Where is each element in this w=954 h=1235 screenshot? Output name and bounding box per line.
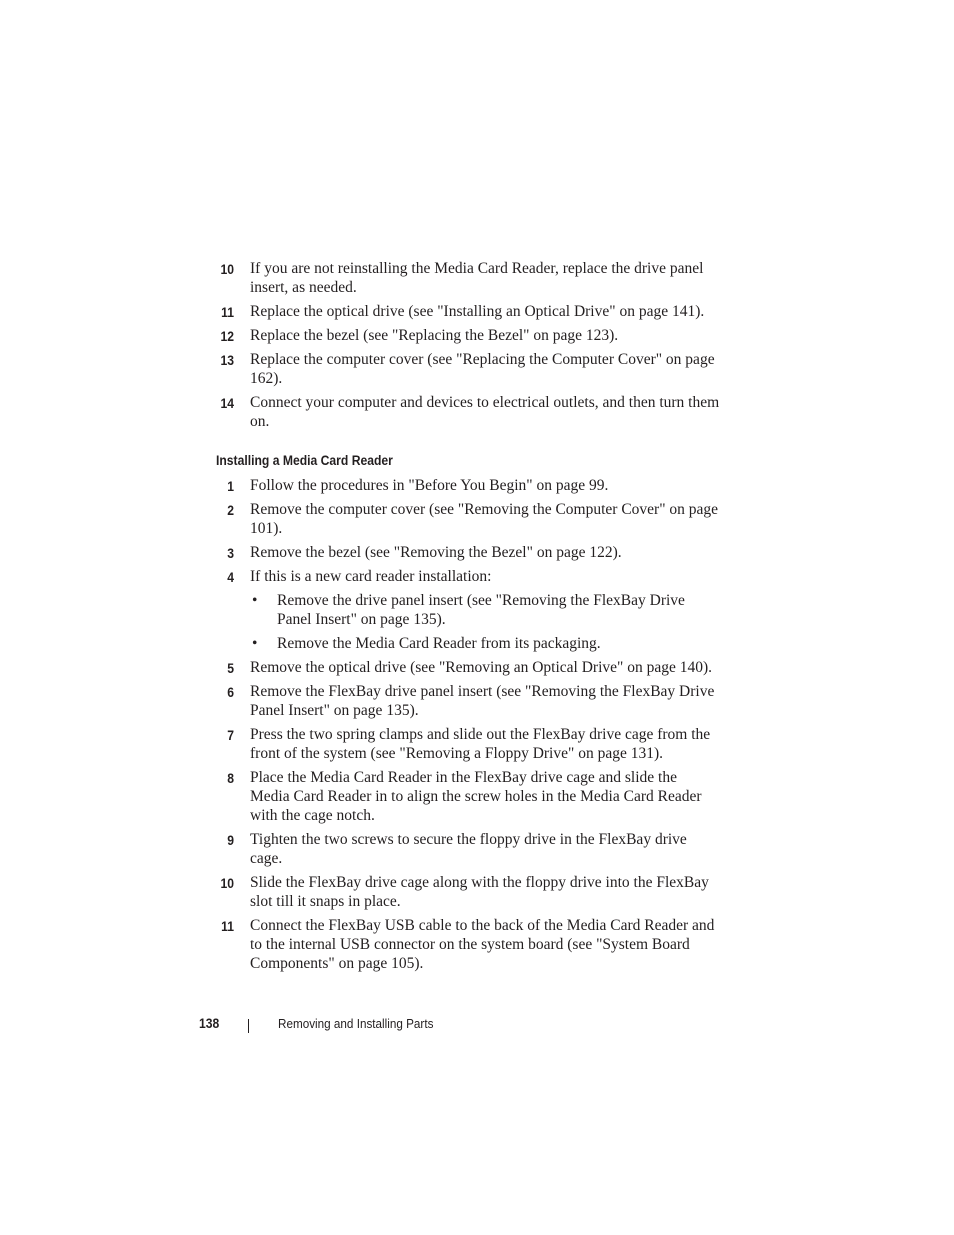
bullet-item [0, 591, 954, 629]
bullet-list [0, 591, 954, 653]
bullet-text: Remove the Media Card Reader from its packaging. [277, 635, 601, 652]
step-number: 5 [227, 661, 234, 676]
step-text: Remove the bezel (see "Removing the Bezel" on page 122). [250, 544, 622, 561]
step-text: Connect your computer and devices to electrical outlets, and then turn them on. [250, 394, 720, 430]
step-number: 11 [221, 919, 234, 934]
step-text: Tighten the two screws to secure the floppy drive in the FlexBay drive cage. [250, 831, 687, 867]
list-item [0, 682, 954, 720]
list-item [0, 350, 954, 388]
step-number: 14 [220, 396, 234, 411]
step-text: Remove the optical drive (see "Removing an Optical Drive" on page 140). [250, 659, 713, 676]
step-number: 4 [227, 570, 234, 585]
bullet-mark: • [252, 635, 258, 652]
list-item [0, 873, 954, 911]
step-number: 11 [221, 305, 234, 320]
step-text: If you are not reinstalling the Media Card Reader, replace the drive panel insert, as needed. [250, 260, 704, 296]
page-number: 138 [199, 1016, 220, 1031]
step-number: 9 [227, 833, 234, 848]
step-number: 12 [220, 329, 234, 344]
step-number: 3 [227, 546, 234, 561]
step-number: 7 [227, 728, 234, 743]
step-number: 6 [227, 685, 234, 700]
list-item [0, 393, 954, 431]
list-item [0, 326, 954, 345]
step-number: 13 [220, 353, 234, 368]
list-item [0, 302, 954, 321]
step-number: 8 [227, 771, 234, 786]
chapter-title: Removing and Installing Parts [278, 1016, 434, 1031]
step-text: Connect the FlexBay USB cable to the back of the Media Card Reader and to the internal USB connector on the system board (see "System Board Components" on page 105). [250, 917, 715, 972]
list-item [0, 658, 954, 677]
install-steps-list [0, 476, 954, 978]
step-text: Slide the FlexBay drive cage along with the floppy drive into the FlexBay slot till it snaps in place. [250, 874, 709, 910]
step-text: Replace the optical drive (see "Installing an Optical Drive" on page 141). [250, 303, 705, 320]
list-item [0, 543, 954, 562]
list-item [0, 725, 954, 763]
list-item [0, 567, 954, 653]
section-heading: Installing a Media Card Reader [216, 453, 393, 468]
step-number: 2 [227, 503, 234, 518]
step-number: 10 [220, 876, 234, 891]
list-item [0, 476, 954, 495]
list-item [0, 768, 954, 825]
page-footer [0, 1014, 954, 1036]
bullet-item [0, 634, 954, 653]
list-item [0, 259, 954, 297]
step-text: Replace the bezel (see "Replacing the Bezel" on page 123). [250, 327, 619, 344]
step-text: If this is a new card reader installation: [250, 568, 492, 585]
step-text: Press the two spring clamps and slide out the FlexBay drive cage from the front of the system (see "Removing a Floppy Drive" on page 131). [250, 726, 711, 762]
step-number: 1 [227, 479, 234, 494]
step-text: Remove the computer cover (see "Removing the Computer Cover" on page 101). [250, 501, 719, 537]
step-text: Place the Media Card Reader in the FlexBay drive cage and slide the Media Card Reader in to align the screw holes in the Media Card Reader with the cage notch. [250, 769, 702, 824]
footer-separator [248, 1019, 249, 1033]
step-text: Remove the FlexBay drive panel insert (see "Removing the FlexBay Drive Panel Insert" on page 135). [250, 683, 715, 719]
list-item [0, 916, 954, 973]
step-number: 10 [220, 262, 234, 277]
step-text: Follow the procedures in "Before You Begin" on page 99. [250, 477, 609, 494]
bullet-text: Remove the drive panel insert (see "Removing the FlexBay Drive Panel Insert" on page 135). [277, 592, 685, 628]
list-item [0, 830, 954, 868]
list-item [0, 500, 954, 538]
reinstall-steps-list [0, 259, 954, 436]
step-text: Replace the computer cover (see "Replacing the Computer Cover" on page 162). [250, 351, 715, 387]
bullet-mark: • [252, 592, 258, 609]
